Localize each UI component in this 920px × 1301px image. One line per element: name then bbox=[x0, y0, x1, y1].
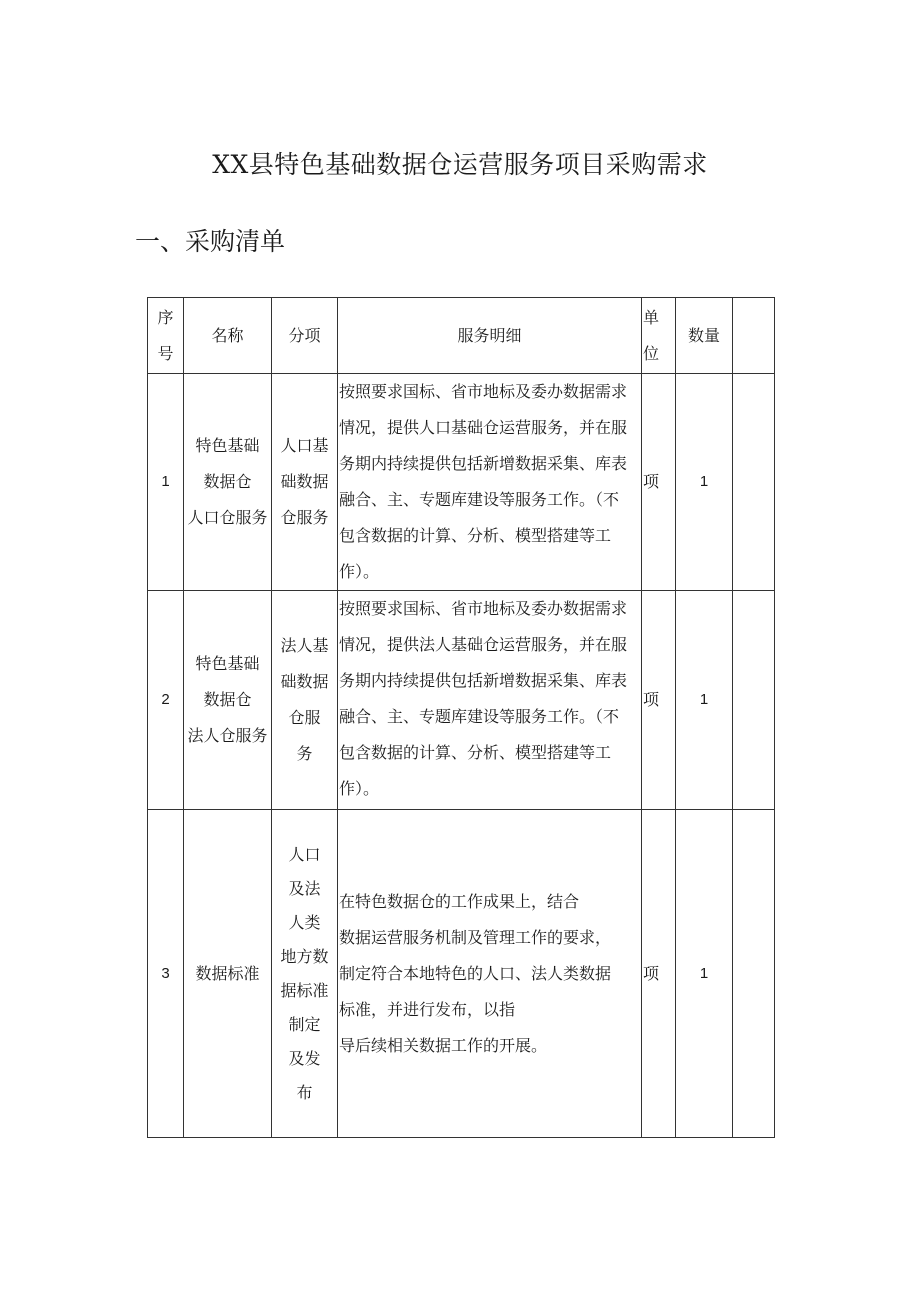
row-extra bbox=[733, 374, 775, 591]
header-seq bbox=[148, 298, 184, 374]
sub-line: 仓服 bbox=[288, 708, 321, 727]
table-row bbox=[148, 374, 775, 591]
name-line: 数据标准 bbox=[195, 963, 260, 983]
sub-line: 础数据 bbox=[280, 672, 329, 691]
sub-line: 务 bbox=[296, 744, 313, 763]
row-extra bbox=[733, 591, 775, 810]
section-heading: 一、采购清单 bbox=[135, 227, 286, 256]
detail-line: 作）。 bbox=[339, 562, 380, 581]
procurement-table bbox=[147, 297, 775, 1138]
row-name bbox=[184, 591, 272, 810]
table-row bbox=[148, 810, 775, 1138]
sub-line: 及发 bbox=[288, 1048, 321, 1068]
row-seq: 2 bbox=[148, 591, 184, 810]
header-quantity: 数量 bbox=[676, 298, 733, 374]
header-unit bbox=[642, 298, 676, 374]
detail-line: 作）。 bbox=[339, 779, 380, 798]
name-line: 数据仓 bbox=[203, 690, 252, 709]
row-seq: 3 bbox=[148, 810, 184, 1138]
sub-line: 人类 bbox=[288, 912, 321, 932]
sub-line: 法人基 bbox=[280, 636, 329, 655]
detail-line: 融合、主、专题库建设等服务工作。（不 bbox=[339, 490, 620, 509]
row-sub-item bbox=[272, 374, 338, 591]
sub-line: 布 bbox=[296, 1082, 313, 1102]
detail-line: 务期内持续提供包括新增数据采集、库表 bbox=[339, 454, 628, 473]
row-unit: 项 bbox=[642, 374, 676, 591]
detail-line: 标准，并进行发布，以指 bbox=[339, 999, 516, 1019]
header-name: 名称 bbox=[184, 298, 272, 374]
detail-line: 在特色数据仓的工作成果上，结合 bbox=[339, 891, 580, 911]
name-line: 特色基础 bbox=[195, 654, 260, 673]
sub-line: 人口 bbox=[288, 844, 321, 864]
header-extra bbox=[733, 298, 775, 374]
row-unit: 项 bbox=[642, 810, 676, 1138]
sub-line: 据标准 bbox=[280, 980, 329, 1000]
row-name bbox=[184, 810, 272, 1138]
row-seq: 1 bbox=[148, 374, 184, 591]
row-sub-item bbox=[272, 810, 338, 1138]
header-detail: 服务明细 bbox=[338, 298, 642, 374]
row-detail bbox=[338, 591, 642, 810]
detail-line: 包含数据的计算、分析、模型搭建等工 bbox=[339, 743, 612, 762]
detail-line: 制定符合本地特色的人口、法人类数据 bbox=[339, 963, 612, 983]
detail-line: 按照要求国标、省市地标及委办数据需求 bbox=[339, 599, 628, 618]
sub-line: 制定 bbox=[288, 1014, 321, 1034]
row-quantity: 1 bbox=[676, 591, 733, 810]
row-unit: 项 bbox=[642, 591, 676, 810]
name-line: 数据仓 bbox=[203, 472, 252, 491]
sub-line: 仓服务 bbox=[280, 508, 329, 527]
header-unit-line2: 位 bbox=[643, 343, 660, 363]
name-line: 法人仓服务 bbox=[187, 726, 268, 745]
detail-line: 按照要求国标、省市地标及委办数据需求 bbox=[339, 382, 628, 401]
procurement-table-container bbox=[147, 297, 775, 1138]
sub-line: 及法 bbox=[288, 878, 321, 898]
document-title: XX县特色基础数据仓运营服务项目采购需求 bbox=[212, 150, 708, 179]
row-quantity: 1 bbox=[676, 374, 733, 591]
header-seq-line2: 号 bbox=[157, 343, 174, 363]
row-sub-item bbox=[272, 591, 338, 810]
table-header-row bbox=[148, 298, 775, 374]
row-detail bbox=[338, 810, 642, 1138]
detail-line: 数据运营服务机制及管理工作的要求， bbox=[339, 927, 612, 947]
sub-line: 础数据 bbox=[280, 472, 329, 491]
name-line: 人口仓服务 bbox=[187, 508, 268, 527]
detail-line: 情况，提供法人基础仓运营服务，并在服 bbox=[339, 635, 628, 654]
row-detail bbox=[338, 374, 642, 591]
header-unit-line1: 单 bbox=[643, 307, 660, 327]
detail-line: 融合、主、专题库建设等服务工作。（不 bbox=[339, 707, 620, 726]
detail-line: 导后续相关数据工作的开展。 bbox=[339, 1035, 548, 1055]
header-sub-item: 分项 bbox=[272, 298, 338, 374]
name-line: 特色基础 bbox=[195, 436, 260, 455]
detail-line: 务期内持续提供包括新增数据采集、库表 bbox=[339, 671, 628, 690]
sub-line: 地方数 bbox=[280, 946, 329, 966]
row-extra bbox=[733, 810, 775, 1138]
detail-line: 包含数据的计算、分析、模型搭建等工 bbox=[339, 526, 612, 545]
row-quantity: 1 bbox=[676, 810, 733, 1138]
detail-line: 情况，提供人口基础仓运营服务，并在服 bbox=[339, 418, 628, 437]
sub-line: 人口基 bbox=[280, 436, 329, 455]
header-seq-line1: 序 bbox=[157, 307, 174, 327]
row-name bbox=[184, 374, 272, 591]
table-row bbox=[148, 591, 775, 810]
